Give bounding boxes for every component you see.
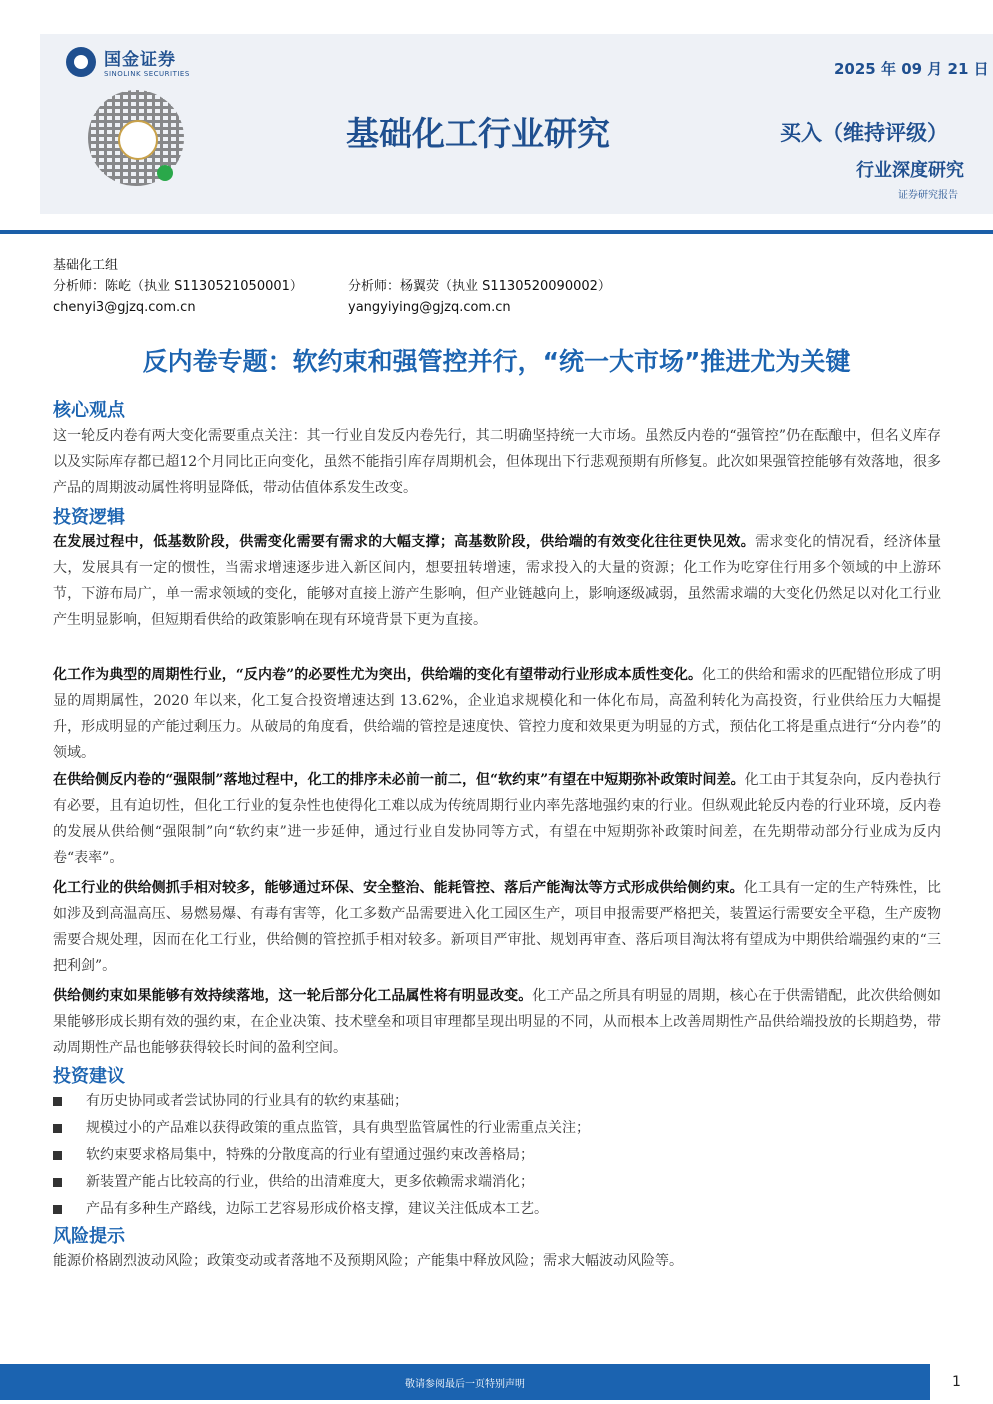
report-date: 2025 年 09 月 21 日 (834, 60, 989, 78)
logic-2-body: 化工的供给和需求的匹配错位形成了明显的周期属性，2020 年以来，化工复合投资增速达到 13.62%，企业追求规模化和一体化布局，高盈利转化为高投资，行业供给压力大幅提升，形成明显的产能过剩压力。从破局的角度看，供给端的管控是速度快、管控力度和效果更为明显的方式，预估化工将是重点进行“分内卷”的领域。 (53, 667, 942, 761)
bullet-icon (53, 1151, 62, 1160)
bullet-icon (53, 1205, 62, 1214)
qr-center-logo-icon (118, 120, 158, 160)
section-core-heading: 核心观点 (53, 400, 125, 421)
bullet-icon (53, 1097, 62, 1106)
risk-paragraph: 能源价格剧烈波动风险；政策变动或者落地不及预期风险；产能集中释放风险；需求大幅波动风险等。 (53, 1253, 683, 1269)
logic-2-lead: 化工作为典型的周期性行业，“反内卷”的必要性尤为突出，供给端的变化有望带动行业形成本质性变化。 (53, 667, 703, 683)
logic-1-lead: 在发展过程中，低基数阶段，供需变化需要有需求的大幅支撑；高基数阶段，供给端的有效变化往往更快见效。 (53, 534, 756, 550)
rating: 买入（维持评级） (780, 121, 948, 145)
logic-3-body: 化工由于其复杂向，反内卷执行有必要，且有迫切性，但化工行业的复杂性也使得化工难以成为传统周期行业内率先落地强约束的行业。但纵观此轮反内卷的行业环境，反内卷的发展从供给侧“强限制”向“软约束”进一步延伸，通过行业自发协同等方式，有望在中短期弥补政策时间差，在先期带动部分行业成为反内卷“表率”。 (53, 772, 942, 866)
analyst-2-email[interactable]: yangyiying@gjzq.com.cn (348, 300, 511, 315)
analyst-1-email[interactable]: chenyi3@gjzq.com.cn (53, 300, 196, 315)
analyst-block-1 (53, 255, 303, 318)
logo-en: SINOLINK SECURITIES (104, 70, 190, 78)
logic-paragraph-4 (53, 875, 941, 979)
logic-paragraph-1 (53, 529, 941, 633)
list-item: 软约束要求格局集中，特殊的分散度高的行业有望通过强约束改善格局； (53, 1142, 941, 1169)
analyst-2: 分析师：杨翼荧（执业 S1130520090002） (348, 279, 611, 294)
bullet-icon (53, 1178, 62, 1187)
logic-3-lead: 在供给侧反内卷的“强限制”落地过程中，化工的排序未必前一前二，但“软约束”有望在中短期弥补政策时间差。 (53, 772, 745, 788)
logo-mark-icon (66, 47, 96, 77)
analyst-block-2 (348, 276, 611, 318)
qr-badge-icon (157, 165, 173, 181)
team-name: 基础化工组 (53, 258, 119, 273)
footer-notice[interactable]: 敬请参阅最后一页特别声明 (405, 1379, 525, 1390)
core-paragraph: 这一轮反内卷有两大变化需要重点关注：其一行业自发反内卷先行，其二明确坚持统一大市场。虽然反内卷的“强管控”仍在酝酿中，但名义库存以及实际库存都已超12个月同比正向变化，虽然不能指引库存周期机会，但体现出下行悲观预期有所修复。此次如果强管控能够有效落地，很多产品的周期波动属性将明显降低，带动估值体系发生改变。 (53, 428, 941, 496)
report-type: 行业深度研究 (856, 160, 964, 181)
bullet-icon (53, 1124, 62, 1133)
logo-cn: 国金证券 (104, 50, 176, 70)
list-item: 有历史协同或者尝试协同的行业具有的软约束基础； (53, 1088, 941, 1115)
logic-4-body: 化工具有一定的生产特殊性，比如涉及到高温高压、易燃易爆、有毒有害等，化工多数产品需要进入化工园区生产，项目申报需要严格把关，装置运行需要安全平稳，生产废物需要合规处理，因而在化工行业，供给侧的管控抓手相对较多。新项目严审批、规划再审查、落后项目淘汰将有望成为中期供给端强约束的“三把利剑”。 (53, 880, 942, 974)
logic-1-body: 需求变化的情况看，经济体量大，发展具有一定的惯性，当需求增速逐步进入新区间内，想要扭转增速，需求投入的大量的资源；化工作为吃穿住行用多个领域的中上游环节，下游布局广，单一需求领域的变化，能够对直接上游产生影响，但产业链越向上，影响逐级减弱，虽然需求端的大变化仍然足以对化工行业产生明显影响，但短期看供给的政策影响在现有环境背景下更为直接。 (53, 534, 941, 628)
page-number: 1 (952, 1374, 961, 1390)
logic-4-lead: 化工行业的供给侧抓手相对较多，能够通过环保、安全整治、能耗管控、落后产能淘汰等方式形成供给侧约束。 (53, 880, 744, 896)
company-logo (66, 45, 190, 78)
list-item: 产品有多种生产路线，边际工艺容易形成价格支撑，建议关注低成本工艺。 (53, 1196, 941, 1223)
section-logic-heading: 投资逻辑 (53, 507, 125, 528)
document-title: 反内卷专题：软约束和强管控并行，“统一大市场”推进尤为关键 (142, 347, 851, 376)
logic-paragraph-5 (53, 983, 941, 1061)
list-item: 规模过小的产品难以获得政策的重点监管，具有典型监管属性的行业需重点关注； (53, 1115, 941, 1142)
analyst-1: 分析师：陈屹（执业 S1130521050001） (53, 279, 303, 294)
list-item: 新装置产能占比较高的行业，供给的出清难度大，更多依赖需求端消化； (53, 1169, 941, 1196)
logic-5-lead: 供给侧约束如果能够有效持续落地，这一轮后部分化工品属性将有明显改变。 (53, 988, 533, 1004)
section-risk-heading: 风险提示 (53, 1226, 125, 1247)
industry-title: 基础化工行业研究 (346, 114, 610, 153)
header-divider (0, 230, 993, 234)
logic-5-body: 化工产品之所具有明显的周期，核心在于供需错配，此次供给侧如果能够形成长期有效的强约束，在企业决策、技术壁垒和项目审理都呈现出明显的不同，从而根本上改善周期性产品供给端投放的长期趋势，带动周期性产品也能够获得较长时间的盈利空间。 (53, 988, 942, 1056)
logic-paragraph-2 (53, 662, 941, 766)
report-subtype: 证券研究报告 (898, 190, 958, 201)
section-advice-heading: 投资建议 (53, 1066, 125, 1087)
logic-paragraph-3 (53, 767, 941, 871)
advice-list (53, 1088, 941, 1223)
